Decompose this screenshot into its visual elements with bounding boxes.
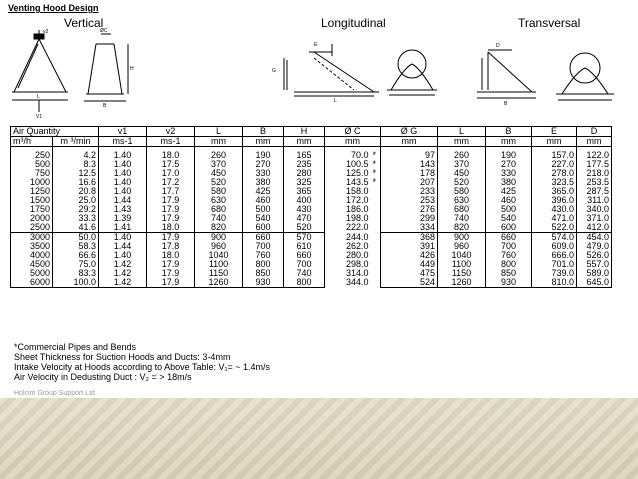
table-cell: 75.0 xyxy=(53,260,99,269)
table-cell: 4.2 xyxy=(53,151,99,160)
header-d: D xyxy=(577,127,612,137)
table-cell: 3500 xyxy=(11,242,53,251)
table-cell: 143.5 xyxy=(325,178,371,187)
unit-v1: ms-1 xyxy=(99,137,147,147)
table-cell: 5000 xyxy=(11,269,53,278)
unit-d: mm xyxy=(577,137,612,147)
table-cell: 17.9 xyxy=(147,205,195,214)
table-cell: 524 xyxy=(381,278,438,288)
table-cell: 17.0 xyxy=(147,169,195,178)
table-cell: 270 xyxy=(243,160,284,169)
table-cell: 600 xyxy=(243,223,284,233)
table-row xyxy=(11,187,612,196)
table-cell: 850 xyxy=(486,269,532,278)
table-cell: 526.0 xyxy=(577,251,612,260)
table-header-row-1 xyxy=(11,127,612,137)
table-cell: 250 xyxy=(11,151,53,160)
header-oc: Ø C xyxy=(325,127,381,137)
table-cell: 454.0 xyxy=(577,233,612,243)
table-cell: 660 xyxy=(486,233,532,243)
table-row xyxy=(11,260,612,269)
table-cell: 207 xyxy=(381,178,438,187)
table-row xyxy=(11,214,612,223)
table-cell: 314.0 xyxy=(325,269,371,278)
table-cell: 17.9 xyxy=(147,233,195,243)
transversal-hood-diagram xyxy=(452,38,632,106)
table-cell: 1.40 xyxy=(99,233,147,243)
table-cell: 17.9 xyxy=(147,196,195,205)
table-cell: 660 xyxy=(243,233,284,243)
table-cell: 430 xyxy=(284,205,325,214)
table-cell: 370 xyxy=(438,160,486,169)
table-cell: 1.42 xyxy=(99,278,147,288)
footer-band xyxy=(0,398,638,479)
table-cell xyxy=(371,223,381,233)
table-row xyxy=(11,205,612,214)
table-cell: 1100 xyxy=(438,260,486,269)
table-row xyxy=(11,233,612,243)
table-cell: 540 xyxy=(486,214,532,223)
table-cell: 609.0 xyxy=(532,242,577,251)
table-cell: 1040 xyxy=(195,251,243,260)
table-cell: 630 xyxy=(195,196,243,205)
table-cell: 17.7 xyxy=(147,187,195,196)
table-cell: 1.39 xyxy=(99,214,147,223)
table-cell: 850 xyxy=(243,269,284,278)
table-cell: 520 xyxy=(438,178,486,187)
label-g: G xyxy=(272,68,276,74)
table-cell: 960 xyxy=(195,242,243,251)
vertical-hood-diagram xyxy=(6,26,154,120)
table-cell: 500 xyxy=(243,205,284,214)
table-cell: 800 xyxy=(243,260,284,269)
table-row xyxy=(11,278,612,288)
table-cell: 33.3 xyxy=(53,214,99,223)
table-cell: 522.0 xyxy=(532,223,577,233)
table-cell: 574.0 xyxy=(532,233,577,243)
header-air-quantity: Air Quantity xyxy=(11,127,99,137)
table-cell: 235 xyxy=(284,160,325,169)
unit-b2: mm xyxy=(486,137,532,147)
table-cell: 172.0 xyxy=(325,196,371,205)
table-cell: 17.5 xyxy=(147,160,195,169)
view-label-longitudinal: Longitudinal xyxy=(321,16,386,30)
header-v2: v2 xyxy=(147,127,195,137)
table-cell: 391 xyxy=(381,242,438,251)
unit-e: mm xyxy=(532,137,577,147)
table-cell: 680 xyxy=(438,205,486,214)
table-cell: 580 xyxy=(438,187,486,196)
table-cell: 557.0 xyxy=(577,260,612,269)
longitudinal-hood-diagram xyxy=(254,34,444,104)
table-cell: 589.0 xyxy=(577,269,612,278)
table-cell: 900 xyxy=(195,233,243,243)
table-cell: 125.0 xyxy=(325,169,371,178)
label-v2: v2 xyxy=(43,29,49,35)
table-cell: 100.0 xyxy=(53,278,99,288)
table-cell xyxy=(371,242,381,251)
table-cell: 1.40 xyxy=(99,169,147,178)
table-cell: 460 xyxy=(243,196,284,205)
table-cell: 18.0 xyxy=(147,251,195,260)
table-cell: 425 xyxy=(486,187,532,196)
table-cell: 323.5 xyxy=(532,178,577,187)
table-cell: 2500 xyxy=(11,223,53,233)
table-cell: 449 xyxy=(381,260,438,269)
table-cell: 680 xyxy=(195,205,243,214)
table-cell: 70.0 xyxy=(325,151,371,160)
table-cell: 298.0 xyxy=(325,260,371,269)
table-cell: 1260 xyxy=(195,278,243,288)
label-e: E xyxy=(314,42,318,48)
table-cell xyxy=(371,251,381,260)
table-cell: 227.0 xyxy=(532,160,577,169)
notes-block xyxy=(14,342,270,382)
table-cell: 3000 xyxy=(11,233,53,243)
table-row xyxy=(11,151,612,160)
table-cell xyxy=(371,196,381,205)
table-cell: 475 xyxy=(381,269,438,278)
label-oc: ØC xyxy=(100,28,108,34)
table-cell: 1.44 xyxy=(99,242,147,251)
table-cell: 380 xyxy=(243,178,284,187)
table-cell: 810.0 xyxy=(532,278,577,288)
table-cell: 460 xyxy=(486,196,532,205)
note-intake-velocity: Intake Velocity at Hoods according to Above Table: V₁= ~ 1.4m/s xyxy=(14,362,271,372)
table-cell: 157.0 xyxy=(532,151,577,160)
table-cell: 83.3 xyxy=(53,269,99,278)
view-label-vertical: Vertical xyxy=(64,16,104,30)
table-cell: 1150 xyxy=(195,269,243,278)
unit-v2: ms-1 xyxy=(147,137,195,147)
table-cell: 330 xyxy=(486,169,532,178)
label-v1: V1 xyxy=(36,114,43,120)
table-cell: 278.0 xyxy=(532,169,577,178)
table-cell: 740 xyxy=(284,269,325,278)
table-cell: 666.0 xyxy=(532,251,577,260)
table-cell: 701.0 xyxy=(532,260,577,269)
table-cell xyxy=(371,205,381,214)
table-cell: 143 xyxy=(381,160,438,169)
table-cell: 25.0 xyxy=(53,196,99,205)
table-cell: 450 xyxy=(195,169,243,178)
table-row xyxy=(11,223,612,233)
unit-og: mm xyxy=(381,137,438,147)
table-cell: 580 xyxy=(195,187,243,196)
table-cell: 760 xyxy=(486,251,532,260)
table-cell: 365 xyxy=(284,187,325,196)
table-cell: 540 xyxy=(243,214,284,223)
table-cell: 253.5 xyxy=(577,178,612,187)
table-cell: 340.0 xyxy=(577,205,612,214)
table-cell: 50.0 xyxy=(53,233,99,243)
table-cell xyxy=(371,260,381,269)
header-e: E xyxy=(532,127,577,137)
table-cell: 900 xyxy=(438,233,486,243)
table-cell xyxy=(371,278,381,288)
table-cell: 233 xyxy=(381,187,438,196)
unit-h: mm xyxy=(284,137,325,147)
table-cell: 29.2 xyxy=(53,205,99,214)
table-cell: 17.9 xyxy=(147,269,195,278)
table-row xyxy=(11,242,612,251)
table-cell xyxy=(371,214,381,223)
table-cell: 158.0 xyxy=(325,187,371,196)
table-cell: 426 xyxy=(381,251,438,260)
table-cell: 700 xyxy=(284,260,325,269)
unit-m3min: m ³/min xyxy=(53,137,99,147)
table-cell: 66.6 xyxy=(53,251,99,260)
unit-l: mm xyxy=(195,137,243,147)
table-cell: 186.0 xyxy=(325,205,371,214)
table-cell: 930 xyxy=(243,278,284,288)
table-cell: 270 xyxy=(486,160,532,169)
table-cell: 1.40 xyxy=(99,251,147,260)
note-air-velocity: Air Velocity in Dedusting Duct : V₂ = > 18m/s xyxy=(14,372,192,382)
header-h: H xyxy=(284,127,325,137)
table-cell: 1000 xyxy=(11,178,53,187)
table-cell: 1.40 xyxy=(99,160,147,169)
table-cell: 500 xyxy=(11,160,53,169)
table-cell: 17.9 xyxy=(147,278,195,288)
table-cell: 368 xyxy=(381,233,438,243)
table-cell: 287.5 xyxy=(577,187,612,196)
table-cell: 334 xyxy=(381,223,438,233)
table-cell: 1.43 xyxy=(99,205,147,214)
table-cell: 660 xyxy=(284,251,325,260)
table-cell: 740 xyxy=(438,214,486,223)
table-cell: 1500 xyxy=(11,196,53,205)
table-row xyxy=(11,251,612,260)
table-cell: 6000 xyxy=(11,278,53,288)
header-b2: B xyxy=(486,127,532,137)
table-cell: 600 xyxy=(486,223,532,233)
table-cell: 177.5 xyxy=(577,160,612,169)
table-row xyxy=(11,169,612,178)
table-cell: 700 xyxy=(486,242,532,251)
table-cell: 198.0 xyxy=(325,214,371,223)
table-cell: 750 xyxy=(11,169,53,178)
unit-m3h: m³/h xyxy=(11,137,53,147)
table-cell: 1150 xyxy=(438,269,486,278)
table-cell: 412.0 xyxy=(577,223,612,233)
table-cell: 17.8 xyxy=(147,242,195,251)
table-cell xyxy=(371,269,381,278)
view-label-transversal: Transversal xyxy=(518,16,581,30)
table-cell: 280.0 xyxy=(325,251,371,260)
table-cell: 2000 xyxy=(11,214,53,223)
table-cell: 1.44 xyxy=(99,196,147,205)
label-l: L xyxy=(37,94,40,100)
label-l-long: L xyxy=(334,98,337,104)
table-cell: 41.6 xyxy=(53,223,99,233)
table-row xyxy=(11,196,612,205)
table-cell: 253 xyxy=(381,196,438,205)
table-cell: 1.41 xyxy=(99,223,147,233)
table-cell: 4000 xyxy=(11,251,53,260)
table-cell: 1750 xyxy=(11,205,53,214)
table-cell: 165 xyxy=(284,151,325,160)
table-cell: 820 xyxy=(195,223,243,233)
table-row xyxy=(11,269,612,278)
table-cell: 280 xyxy=(284,169,325,178)
table-cell: 800 xyxy=(486,260,532,269)
header-l2: L xyxy=(438,127,486,137)
unit-b: mm xyxy=(243,137,284,147)
table-cell: 12.5 xyxy=(53,169,99,178)
header-l: L xyxy=(195,127,243,137)
table-cell: 396.0 xyxy=(532,196,577,205)
table-cell: 20.8 xyxy=(53,187,99,196)
table-cell: 470 xyxy=(284,214,325,223)
table-cell: 500 xyxy=(486,205,532,214)
table-cell: 244.0 xyxy=(325,233,371,243)
table-cell: 17.9 xyxy=(147,214,195,223)
table-cell: 299 xyxy=(381,214,438,223)
table-cell: 4500 xyxy=(11,260,53,269)
table-cell: 276 xyxy=(381,205,438,214)
table-cell: * xyxy=(371,160,381,169)
table-cell: 344.0 xyxy=(325,278,371,288)
table-row xyxy=(11,178,612,187)
table-cell: 1.40 xyxy=(99,178,147,187)
table-cell: 645.0 xyxy=(577,278,612,288)
unit-oc: mm xyxy=(325,137,381,147)
table-cell: 930 xyxy=(486,278,532,288)
table-cell: 222.0 xyxy=(325,223,371,233)
table-cell: 380 xyxy=(486,178,532,187)
table-cell: 365.0 xyxy=(532,187,577,196)
table-cell: 178 xyxy=(381,169,438,178)
table-cell: 570 xyxy=(284,233,325,243)
table-cell: 820 xyxy=(438,223,486,233)
table-cell: 16.6 xyxy=(53,178,99,187)
table-cell: 1.42 xyxy=(99,260,147,269)
table-cell xyxy=(371,233,381,243)
header-og: Ø G xyxy=(381,127,438,137)
table-cell: 1260 xyxy=(438,278,486,288)
note-sheet-thickness: Sheet Thickness for Suction Hoods and Ducts: 3-4mm xyxy=(14,352,231,362)
table-cell: 218.0 xyxy=(577,169,612,178)
table-cell: 311.0 xyxy=(577,196,612,205)
table-cell: 17.2 xyxy=(147,178,195,187)
table-cell: 430.0 xyxy=(532,205,577,214)
table-cell: 18.0 xyxy=(147,223,195,233)
table-cell: 8.3 xyxy=(53,160,99,169)
table-cell: 371.0 xyxy=(577,214,612,223)
table-cell: 400 xyxy=(284,196,325,205)
table-cell: 190 xyxy=(243,151,284,160)
table-cell: 520 xyxy=(284,223,325,233)
table-cell: 262.0 xyxy=(325,242,371,251)
note-commercial-pipes: *Commercial Pipes and Bends xyxy=(14,342,137,352)
header-b: B xyxy=(243,127,284,137)
table-cell: 630 xyxy=(438,196,486,205)
table-cell: * xyxy=(371,178,381,187)
table-cell: 1.42 xyxy=(99,269,147,278)
table-cell: 330 xyxy=(243,169,284,178)
label-b: B xyxy=(103,103,107,109)
table-cell: 800 xyxy=(284,278,325,288)
table-row xyxy=(11,160,612,169)
unit-l2: mm xyxy=(438,137,486,147)
table-cell: 97 xyxy=(381,151,438,160)
table-cell: 1.40 xyxy=(99,187,147,196)
table-cell: 18.0 xyxy=(147,151,195,160)
table-cell: 471.0 xyxy=(532,214,577,223)
table-cell: 450 xyxy=(438,169,486,178)
table-cell: 739.0 xyxy=(532,269,577,278)
table-cell: 122.0 xyxy=(577,151,612,160)
table-cell: 700 xyxy=(243,242,284,251)
table-cell: 760 xyxy=(243,251,284,260)
table-cell: 740 xyxy=(195,214,243,223)
page-title: Venting Hood Design xyxy=(8,3,99,13)
label-h: H xyxy=(130,66,134,72)
table-cell: 58.3 xyxy=(53,242,99,251)
table-cell: 17.9 xyxy=(147,260,195,269)
table-cell: 1040 xyxy=(438,251,486,260)
table-cell: 1.40 xyxy=(99,151,147,160)
table-cell: 190 xyxy=(486,151,532,160)
table-cell: 260 xyxy=(195,151,243,160)
hood-dimensions-table xyxy=(10,126,612,288)
label-b-trans: B xyxy=(504,101,508,106)
table-cell: 520 xyxy=(195,178,243,187)
table-cell: 1250 xyxy=(11,187,53,196)
table-cell: 100.5 xyxy=(325,160,371,169)
table-cell xyxy=(371,187,381,196)
header-v1: v1 xyxy=(99,127,147,137)
table-cell: 1100 xyxy=(195,260,243,269)
footer-company: Holcim Group Support Ltd xyxy=(14,390,95,397)
table-cell: 960 xyxy=(438,242,486,251)
table-cell: 425 xyxy=(243,187,284,196)
table-cell: 370 xyxy=(195,160,243,169)
table-cell: * xyxy=(371,169,381,178)
table-cell: 610 xyxy=(284,242,325,251)
table-cell: 325 xyxy=(284,178,325,187)
table-header-row-2 xyxy=(11,137,612,147)
label-d: D xyxy=(496,43,500,49)
table-cell: 479.0 xyxy=(577,242,612,251)
table-cell: 260 xyxy=(438,151,486,160)
table-cell: * xyxy=(371,151,381,160)
